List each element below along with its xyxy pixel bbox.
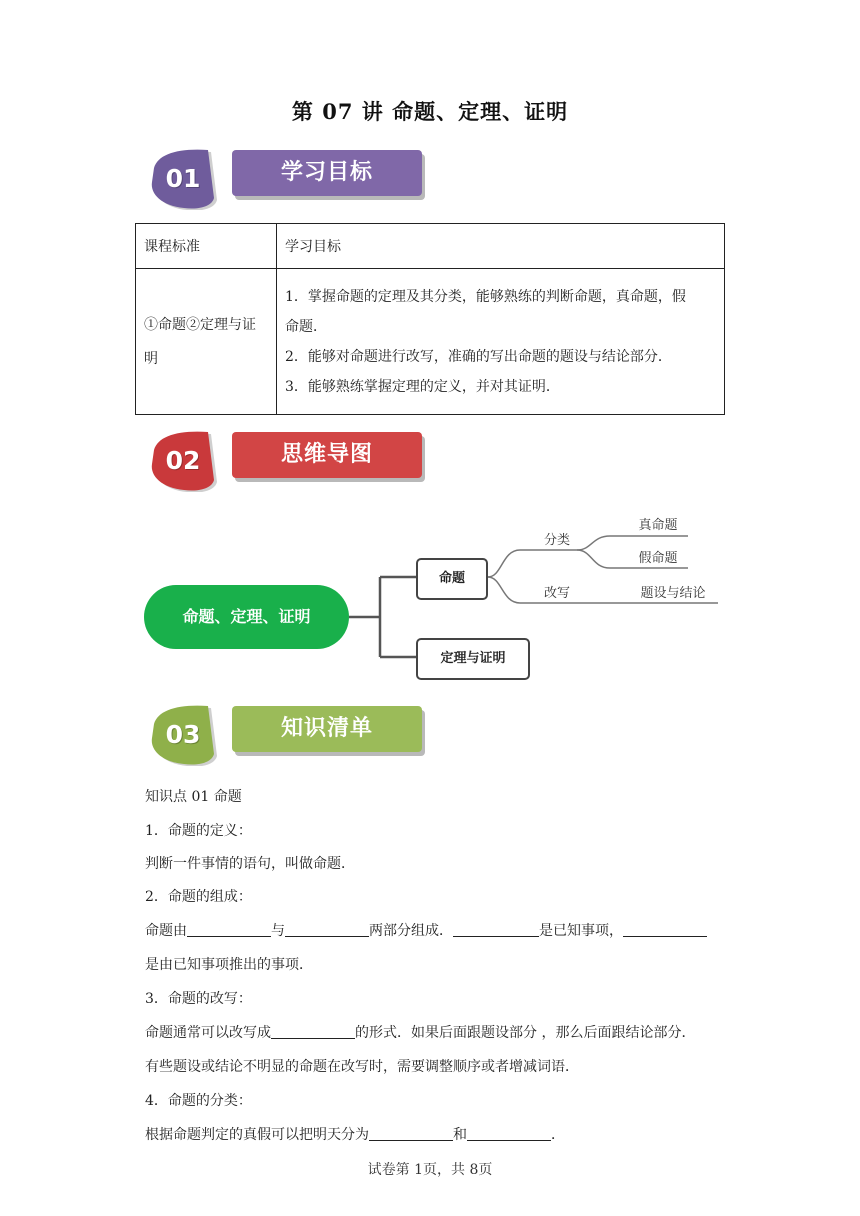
text: 命题通常可以改写成 [145,1025,271,1041]
text: 与 [271,923,285,939]
section-banner-goals [148,146,428,210]
section-title: 思维导图 [232,432,422,478]
mindmap-branch-proposition: 命题 [416,558,488,600]
table-cell-standard: ①命题②定理与证明 [136,269,277,415]
mindmap-leaf-true-proposition: 真命题 [638,518,678,533]
table-row [136,269,725,415]
fill-blank [453,922,539,937]
fill-blank [271,1024,355,1039]
fill-blank [369,1126,453,1141]
mindmap-branch-theorem-proof: 定理与证明 [416,638,530,680]
paragraph-composition [145,920,707,940]
paragraph-rewrite-note: 有些题设或结论不明显的命题在改写时，需要调整顺序或者增减词语． [145,1059,579,1075]
goal-line: 1．掌握命题的定理及其分类，能够熟练的判断命题，真命题，假 [285,288,686,305]
fill-blank [623,922,707,937]
goals-table [135,223,725,415]
heading-rewrite: 3．命题的改写： [145,991,252,1007]
mindmap-node-classification: 分类 [543,533,570,548]
heading-composition: 2．命题的组成： [145,889,252,905]
text: 是已知事项， [539,923,623,939]
mindmap-leaf-hypothesis-conclusion: 题设与结论 [640,586,706,601]
section-number: 01 [165,164,201,193]
paragraph-classification [145,1124,565,1144]
mindmap-node-rewrite: 改写 [543,586,570,601]
mindmap-root: 命题、定理、证明 [144,585,349,649]
text: 命题由 [145,923,187,939]
knowledge-point-title: 知识点 01 命题 [145,789,242,805]
fill-blank [285,922,369,937]
table-header-cell: 学习目标 [277,224,725,269]
goal-line: 命题． [285,318,327,335]
table-header-cell: 课程标准 [136,224,277,269]
page-footer: 试卷第 1页，共 8页 [367,1162,493,1178]
text: 的形式．如果后面跟题设部分 ，那么后面跟结论部分． [355,1025,696,1041]
table-cell-goals [277,269,725,415]
heading-definition: 1．命题的定义： [145,823,252,839]
mind-map [140,500,740,700]
goal-line: 2．能够对命题进行改写，准确的写出命题的题设与结论部分． [285,348,672,365]
fill-blank [467,1126,551,1141]
paragraph-composition-cont: 是由已知事项推出的事项． [145,957,313,973]
paragraph-rewrite [145,1022,695,1042]
paragraph-definition: 判断一件事情的语句，叫做命题． [145,856,355,872]
text: 根据命题判定的真假可以把明天分为 [145,1127,369,1143]
text: 和 [453,1127,467,1143]
section-banner-mindmap [148,428,428,492]
table-header-row [136,224,725,269]
section-number: 03 [165,720,201,749]
section-title: 知识清单 [232,706,422,752]
section-number: 02 [165,446,201,475]
heading-classification: 4．命题的分类： [145,1093,252,1109]
page-title: 第 07 讲 命题、定理、证明 [291,99,569,124]
goal-line: 3．能够熟练掌握定理的定义，并对其证明． [285,378,560,395]
section-title: 学习目标 [232,150,422,196]
section-banner-knowledge [148,702,428,766]
text: 两部分组成． [369,923,453,939]
mindmap-leaf-false-proposition: 假命题 [638,551,678,566]
text: ． [551,1127,565,1143]
fill-blank [187,922,271,937]
